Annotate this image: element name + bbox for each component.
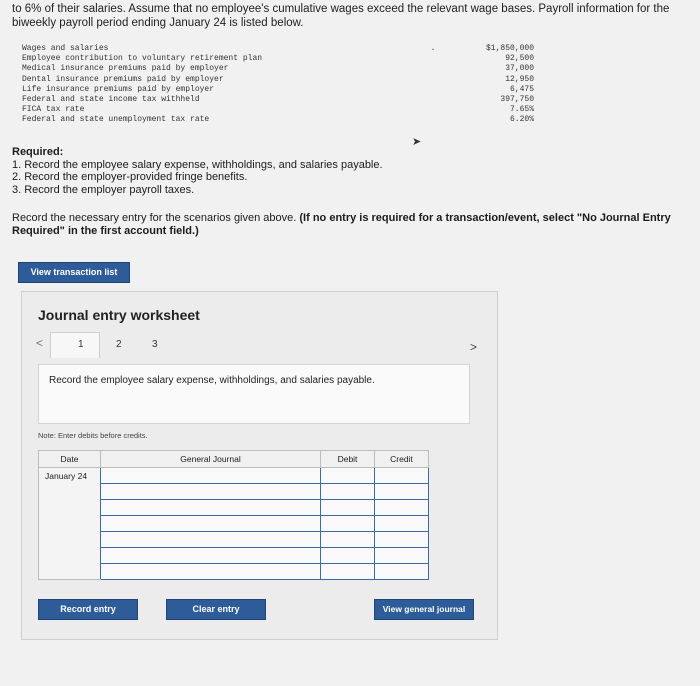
payroll-info bbox=[22, 44, 534, 126]
required-item: 1. Record the employee salary expense, withholdings, and salaries payable. bbox=[12, 158, 383, 171]
date-cell bbox=[39, 564, 101, 580]
payroll-row bbox=[22, 44, 534, 54]
date-cell[interactable]: January 24 bbox=[39, 468, 101, 484]
debit-header: Debit bbox=[321, 451, 375, 468]
table-row bbox=[39, 564, 429, 580]
credit-input[interactable] bbox=[375, 484, 429, 500]
mouse-cursor-icon: ➤ bbox=[412, 136, 422, 148]
payroll-marker: . bbox=[430, 44, 436, 53]
table-row bbox=[39, 516, 429, 532]
tab-2[interactable]: 2 bbox=[116, 339, 122, 350]
payroll-label: Federal and state income tax withheld bbox=[22, 94, 200, 104]
payroll-label: Medical insurance premiums paid by employer bbox=[22, 64, 229, 74]
account-input[interactable] bbox=[101, 516, 321, 532]
credit-input[interactable] bbox=[375, 564, 429, 580]
payroll-marker bbox=[422, 64, 444, 74]
record-entry-button[interactable]: Record entry bbox=[38, 599, 138, 620]
credit-input[interactable] bbox=[375, 468, 429, 484]
account-input[interactable] bbox=[101, 532, 321, 548]
payroll-row bbox=[22, 54, 534, 64]
payroll-row bbox=[22, 75, 534, 85]
payroll-value: 12,950 bbox=[505, 74, 534, 84]
required-section bbox=[12, 146, 383, 196]
intro-text: to 6% of their salaries. Assume that no employee's cumulative wages exceed the relevant wage bases. Payroll information for the biweekly payroll period ending January 24 is listed below. bbox=[12, 3, 670, 29]
journal-entry-worksheet bbox=[21, 291, 498, 640]
date-cell bbox=[39, 500, 101, 516]
credit-header: Credit bbox=[375, 451, 429, 468]
required-heading: Required: bbox=[12, 146, 64, 158]
credit-input[interactable] bbox=[375, 532, 429, 548]
payroll-row bbox=[22, 95, 534, 105]
date-cell bbox=[39, 548, 101, 564]
table-row bbox=[39, 484, 429, 500]
general-journal-header: General Journal bbox=[101, 451, 321, 468]
payroll-row bbox=[22, 85, 534, 95]
payroll-value: 37,000 bbox=[505, 64, 534, 74]
payroll-row bbox=[22, 64, 534, 74]
required-item: 2. Record the employer-provided fringe benefits. bbox=[12, 171, 248, 183]
credit-input[interactable] bbox=[375, 516, 429, 532]
table-row bbox=[39, 500, 429, 516]
debit-input[interactable] bbox=[321, 564, 375, 580]
debit-input[interactable] bbox=[321, 532, 375, 548]
payroll-label: Life insurance premiums paid by employer bbox=[22, 84, 215, 94]
instruction bbox=[12, 212, 696, 238]
note-text: Note: Enter debits before credits. bbox=[38, 431, 148, 440]
payroll-value: 397,750 bbox=[500, 94, 534, 104]
active-tab-box bbox=[50, 332, 100, 358]
credit-input[interactable] bbox=[375, 548, 429, 564]
credit-input[interactable] bbox=[375, 500, 429, 516]
account-input[interactable] bbox=[101, 468, 321, 484]
debit-input[interactable] bbox=[321, 468, 375, 484]
clear-entry-button[interactable]: Clear entry bbox=[166, 599, 266, 620]
payroll-marker bbox=[422, 95, 444, 105]
payroll-label: Wages and salaries bbox=[22, 44, 109, 53]
table-row bbox=[39, 532, 429, 548]
payroll-row bbox=[22, 105, 534, 115]
entry-description: Record the employee salary expense, withholdings, and salaries payable. bbox=[38, 364, 470, 424]
payroll-marker bbox=[422, 75, 444, 85]
debit-input[interactable] bbox=[321, 484, 375, 500]
journal-table bbox=[38, 450, 429, 580]
payroll-label: Federal and state unemployment tax rate bbox=[22, 115, 210, 125]
debit-input[interactable] bbox=[321, 516, 375, 532]
payroll-row bbox=[22, 115, 534, 125]
payroll-marker bbox=[422, 105, 444, 115]
payroll-marker bbox=[422, 115, 444, 125]
account-input[interactable] bbox=[101, 564, 321, 580]
payroll-marker bbox=[422, 85, 444, 95]
payroll-value: 7.65% bbox=[509, 105, 534, 115]
date-header: Date bbox=[39, 451, 101, 468]
prev-page-icon[interactable]: < bbox=[36, 336, 44, 350]
date-cell bbox=[39, 516, 101, 532]
table-row bbox=[39, 548, 429, 564]
payroll-label: Dental insurance premiums paid by employer bbox=[22, 74, 224, 84]
instruction-text: Record the necessary entry for the scenarios given above. bbox=[12, 212, 297, 224]
table-row bbox=[39, 468, 429, 484]
account-input[interactable] bbox=[101, 548, 321, 564]
date-cell bbox=[39, 484, 101, 500]
date-cell bbox=[39, 532, 101, 548]
payroll-value: 6.20% bbox=[509, 115, 534, 125]
tab-1[interactable]: 1 bbox=[78, 339, 84, 350]
payroll-value: $1,850,000 bbox=[485, 44, 534, 53]
payroll-label: FICA tax rate bbox=[22, 105, 85, 115]
debit-input[interactable] bbox=[321, 548, 375, 564]
payroll-value: 92,500 bbox=[505, 54, 534, 64]
tab-3[interactable]: 3 bbox=[152, 339, 158, 350]
payroll-marker bbox=[422, 54, 444, 64]
payroll-label: Employee contribution to voluntary retirement plan bbox=[22, 54, 263, 64]
required-item: 3. Record the employer payroll taxes. bbox=[12, 183, 195, 196]
worksheet-title: Journal entry worksheet bbox=[38, 307, 200, 323]
table-header-row bbox=[39, 451, 429, 468]
account-input[interactable] bbox=[101, 484, 321, 500]
account-input[interactable] bbox=[101, 500, 321, 516]
view-general-journal-button[interactable]: View general journal bbox=[374, 599, 474, 620]
next-page-icon[interactable]: > bbox=[470, 340, 478, 354]
instruction-bold: (If no entry is required for a transaction/event, select "No Journal Entry Required" in the first account field.) bbox=[12, 212, 671, 237]
payroll-value: 6,475 bbox=[509, 84, 534, 94]
debit-input[interactable] bbox=[321, 500, 375, 516]
view-transaction-list-button[interactable]: View transaction list bbox=[18, 262, 130, 283]
